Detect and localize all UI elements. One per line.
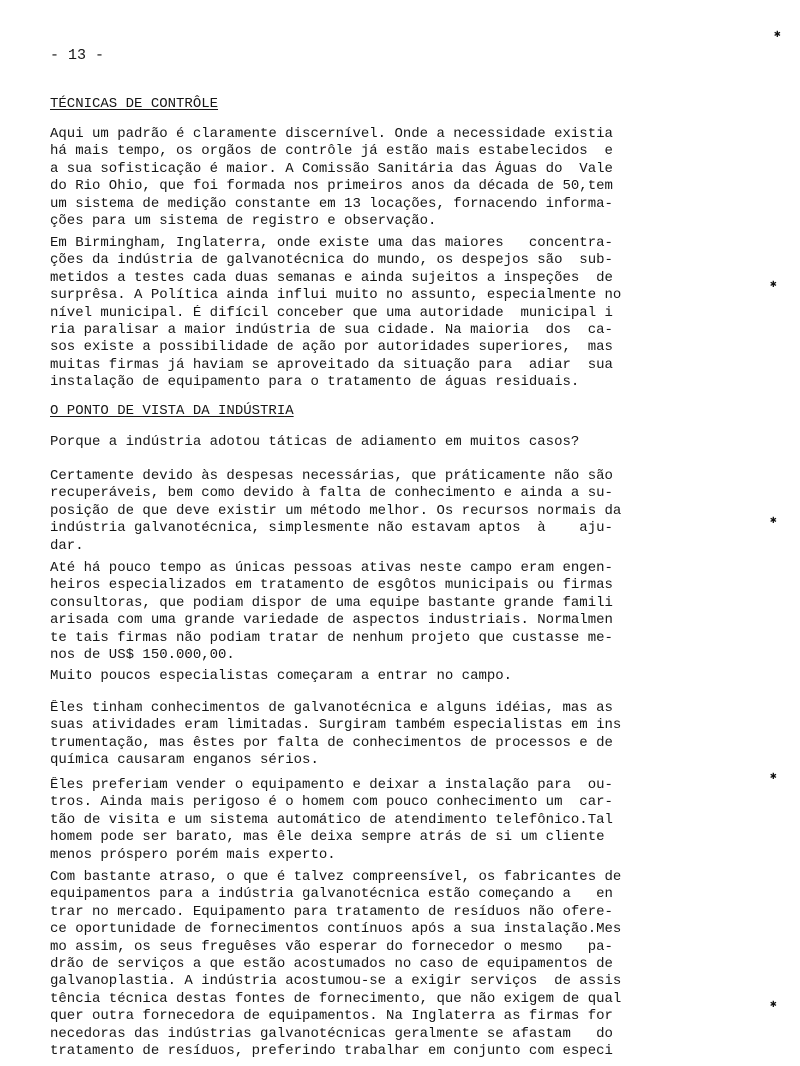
text-line: ce oportunidade de fornecimentos contínuos após a sua instalação.Mes	[50, 921, 622, 938]
text-line: posição de que deve existir um método melhor. Os recursos normais da	[50, 502, 622, 519]
text-line: arisada com uma grande variedade de aspectos industriais. Normalmen	[50, 612, 613, 629]
section-heading-tecnicas-de-controle: TÉCNICAS DE CONTRÔLE	[50, 96, 219, 112]
text-line: menos próspero porém mais experto.	[50, 846, 336, 863]
text-line: suas atividades eram limitadas. Surgiram também especialistas em ins	[50, 717, 622, 734]
text-line: química causaram enganos sérios.	[50, 752, 319, 769]
section-heading-ponto-de-vista-da-industria: O PONTO DE VISTA DA INDÚSTRIA	[50, 403, 294, 419]
text-line: muitas firmas já haviam se aproveitado da situação para adiar sua	[50, 356, 613, 373]
text-line: tratamento de resíduos, preferindo trabalhar em conjunto com especi	[50, 1043, 613, 1060]
text-line: tros. Ainda mais perigoso é o homem com pouco conhecimento um car-	[50, 794, 613, 811]
text-line: Com bastante atraso, o que é talvez compreensível, os fabricantes de	[50, 869, 622, 885]
text-line: mo assim, os seus freguêses vão esperar do fornecedor o mesmo pa-	[50, 938, 613, 955]
text-line: nível municipal. É difícil conceber que uma autoridade municipal i	[50, 304, 613, 321]
text-line: galvanoplastia. A indústria acostumou-se a exigir serviços de assis	[50, 973, 622, 990]
text-line: Certamente devido às despesas necessárias, que práticamente não são	[50, 468, 613, 484]
paragraph-poucos-especialistas	[50, 668, 740, 685]
text-line: metidos a testes cada duas semanas e ainda sujeitos a inspeções de	[50, 269, 613, 286]
text-line: Êles tinham conhecimentos de galvanotécnica e alguns idéias, mas as	[50, 700, 613, 716]
margin-punch-mark: ✱	[774, 29, 781, 41]
text-line: ções para um sistema de registro e observação.	[50, 213, 437, 230]
text-line: Em Birmingham, Inglaterra, onde existe uma das maiores concentra-	[50, 235, 613, 251]
text-line: surprêsa. A Política ainda influi muito no assunto, especialmente no	[50, 287, 622, 304]
paragraph-conhecimentos-galvanotecnica	[50, 700, 740, 770]
text-line: consultoras, que podiam dispor de uma equipe bastante grande famili	[50, 594, 613, 611]
text-line: recuperáveis, bem como devido à falta de conhecimento e ainda a su-	[50, 485, 613, 502]
margin-punch-mark: ✱	[770, 515, 777, 527]
text-line: trumentação, mas êstes por falta de conhecimentos de processos e de	[50, 734, 613, 751]
text-line: Êles preferiam vender o equipamento e deixar a instalação para ou-	[50, 777, 613, 793]
text-line: Até há pouco tempo as únicas pessoas ativas neste campo eram engen-	[50, 560, 613, 576]
text-line: Porque a indústria adotou táticas de adiamento em muitos casos?	[50, 434, 580, 450]
margin-punch-mark: ✱	[770, 771, 777, 783]
paragraph-padrao-discernivel	[50, 126, 740, 230]
paragraph-despesas-necessarias	[50, 468, 740, 555]
text-line: ções da indústria de galvanotécnica do mundo, os despejos são sub-	[50, 252, 613, 269]
text-line: Muito poucos especialistas começaram a entrar no campo.	[50, 668, 513, 684]
page-number: - 13 -	[50, 47, 105, 64]
paragraph-birmingham	[50, 235, 740, 392]
text-line: trar no mercado. Equipamento para tratamento de resíduos não ofere-	[50, 903, 613, 920]
margin-punch-mark: ✱	[770, 999, 777, 1011]
text-line: dar.	[50, 537, 84, 554]
margin-punch-mark: ✱	[770, 279, 777, 291]
text-line: quer outra fornecedora de equipamentos. Na Inglaterra as firmas for	[50, 1008, 613, 1025]
text-line: necedoras das indústrias galvanotécnicas geralmente se afastam do	[50, 1025, 613, 1042]
paragraph-vender-equipamento	[50, 777, 740, 864]
text-line: ria paralisar a maior indústria de sua cidade. Na maioria dos ca-	[50, 322, 613, 339]
text-line: tão de visita e um sistema automático de atendimento telefônico.Tal	[50, 811, 613, 828]
text-line: te tais firmas não podiam tratar de nenhum projeto que custasse me-	[50, 629, 613, 646]
paragraph-pergunta-adiamento	[50, 434, 740, 451]
text-line: sos existe a possibilidade de ação por autoridades superiores, mas	[50, 339, 613, 356]
text-line: homem pode ser barato, mas êle deixa sempre atrás de si um cliente	[50, 829, 605, 846]
text-line: equipamentos para a indústria galvanotécnica estão começando a en	[50, 886, 613, 903]
paragraph-fabricantes-equipamentos	[50, 869, 740, 1060]
text-line: a sua sofisticação é maior. A Comissão Sanitária das Águas do Vale	[50, 160, 613, 177]
text-line: do Rio Ohio, que foi formada nos primeiros anos da década de 50,tem	[50, 178, 613, 195]
paragraph-pessoas-ativas	[50, 560, 740, 664]
text-line: há mais tempo, os orgãos de contrôle já estão mais estabelecidos e	[50, 143, 613, 160]
text-line: drão de serviços a que estão acostumados no caso de equipamentos de	[50, 956, 613, 973]
text-line: tência técnica destas fontes de fornecimento, que não exigem de qual	[50, 990, 622, 1007]
text-line: nos de US$ 150.000,00.	[50, 647, 235, 664]
text-line: Aqui um padrão é claramente discernível. Onde a necessidade existia	[50, 126, 613, 142]
text-line: um sistema de medição constante em 13 locações, fornacendo informa-	[50, 195, 613, 212]
text-line: heiros especializados em tratamento de esgôtos municipais ou firmas	[50, 577, 613, 594]
text-line: instalação de equipamento para o tratamento de águas residuais.	[50, 374, 580, 391]
text-line: indústria galvanotécnica, simplesmente não estavam aptos à aju-	[50, 520, 613, 537]
